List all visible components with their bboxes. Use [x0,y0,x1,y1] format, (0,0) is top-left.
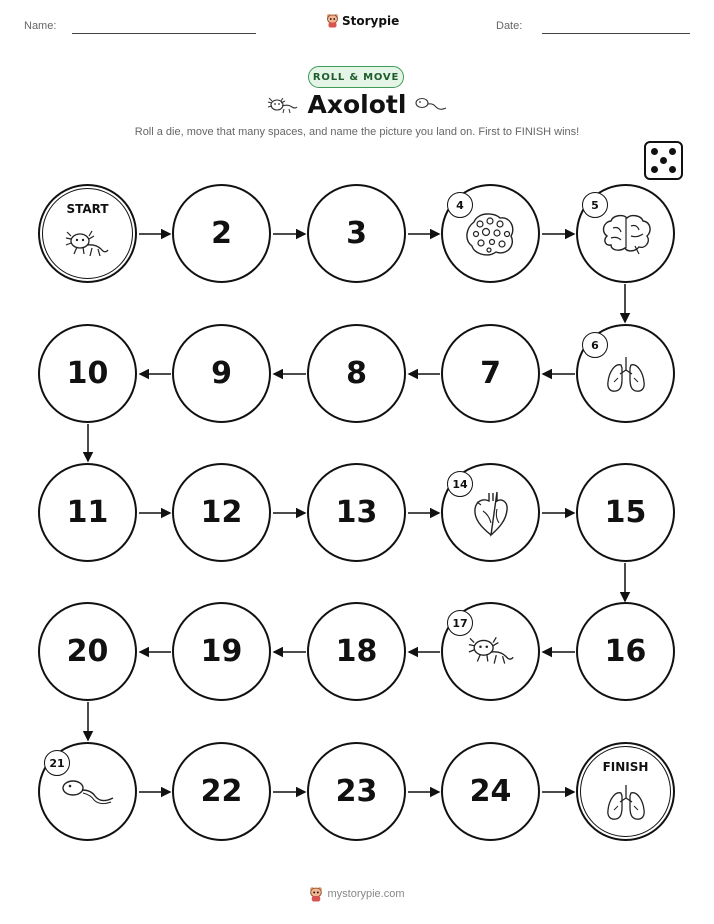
space-number-badge: 21 [44,750,70,776]
axolotl-icon [64,226,110,264]
start-label: START [66,202,109,216]
space-number: 7 [480,356,501,391]
space-number: 18 [335,634,378,669]
space-number: 2 [211,216,232,251]
space-number: 20 [66,634,109,669]
board-space-14[interactable] [441,463,540,562]
egg-mass-icon [464,210,518,258]
space-number: 22 [200,774,243,809]
space-number: 23 [335,774,378,809]
instructions: Roll a die, move that many spaces, and name the picture you land on. First to FINISH wins! [134,126,580,138]
axolotl-icon [466,632,516,672]
space-number-badge: 17 [447,610,473,636]
board-space-5[interactable] [576,184,675,283]
date-label: Date: [496,20,523,32]
space-number: 13 [335,495,378,530]
space-number-badge: 4 [447,192,473,218]
space-number-badge: 5 [582,192,608,218]
board-space-7[interactable] [441,324,540,423]
game-type-badge: ROLL & MOVE [308,66,404,88]
space-number: 12 [200,495,243,530]
board-space-15[interactable] [576,463,675,562]
board-space-12[interactable] [172,463,271,562]
footer-url[interactable]: mystorypie.com [327,888,405,900]
brain-icon [599,212,653,256]
space-number: 3 [346,216,367,251]
start-space[interactable] [38,184,137,283]
space-number-badge: 14 [447,471,473,497]
board-space-6[interactable] [576,324,675,423]
space-number: 24 [469,774,512,809]
board-space-11[interactable] [38,463,137,562]
lungs-icon [605,354,647,394]
footer [0,886,714,902]
page-title: Axolotl [307,90,407,119]
board-space-4[interactable] [441,184,540,283]
board-space-9[interactable] [172,324,271,423]
board-space-19[interactable] [172,602,271,701]
space-number: 19 [200,634,243,669]
lungs-icon [605,782,647,822]
board-space-3[interactable] [307,184,406,283]
storypie-mascot-icon [309,886,323,902]
board-space-22[interactable] [172,742,271,841]
space-number: 16 [604,634,647,669]
board-space-13[interactable] [307,463,406,562]
space-number-badge: 6 [582,332,608,358]
board-space-23[interactable] [307,742,406,841]
board-space-20[interactable] [38,602,137,701]
board-space-10[interactable] [38,324,137,423]
brand-name: Storypie [342,13,400,28]
board-space-24[interactable] [441,742,540,841]
space-number: 9 [211,356,232,391]
board-space-17[interactable] [441,602,540,701]
board-space-21[interactable] [38,742,137,841]
tadpole-icon [61,776,115,808]
board-space-8[interactable] [307,324,406,423]
heart-icon [471,489,511,537]
board-space-2[interactable] [172,184,271,283]
space-number: 11 [66,495,109,530]
finish-space[interactable] [576,742,675,841]
space-number: 8 [346,356,367,391]
space-number: 10 [66,356,109,391]
finish-label: FINISH [602,760,649,774]
space-number: 15 [604,495,647,530]
board-space-18[interactable] [307,602,406,701]
board-space-16[interactable] [576,602,675,701]
name-label: Name: [24,20,57,32]
